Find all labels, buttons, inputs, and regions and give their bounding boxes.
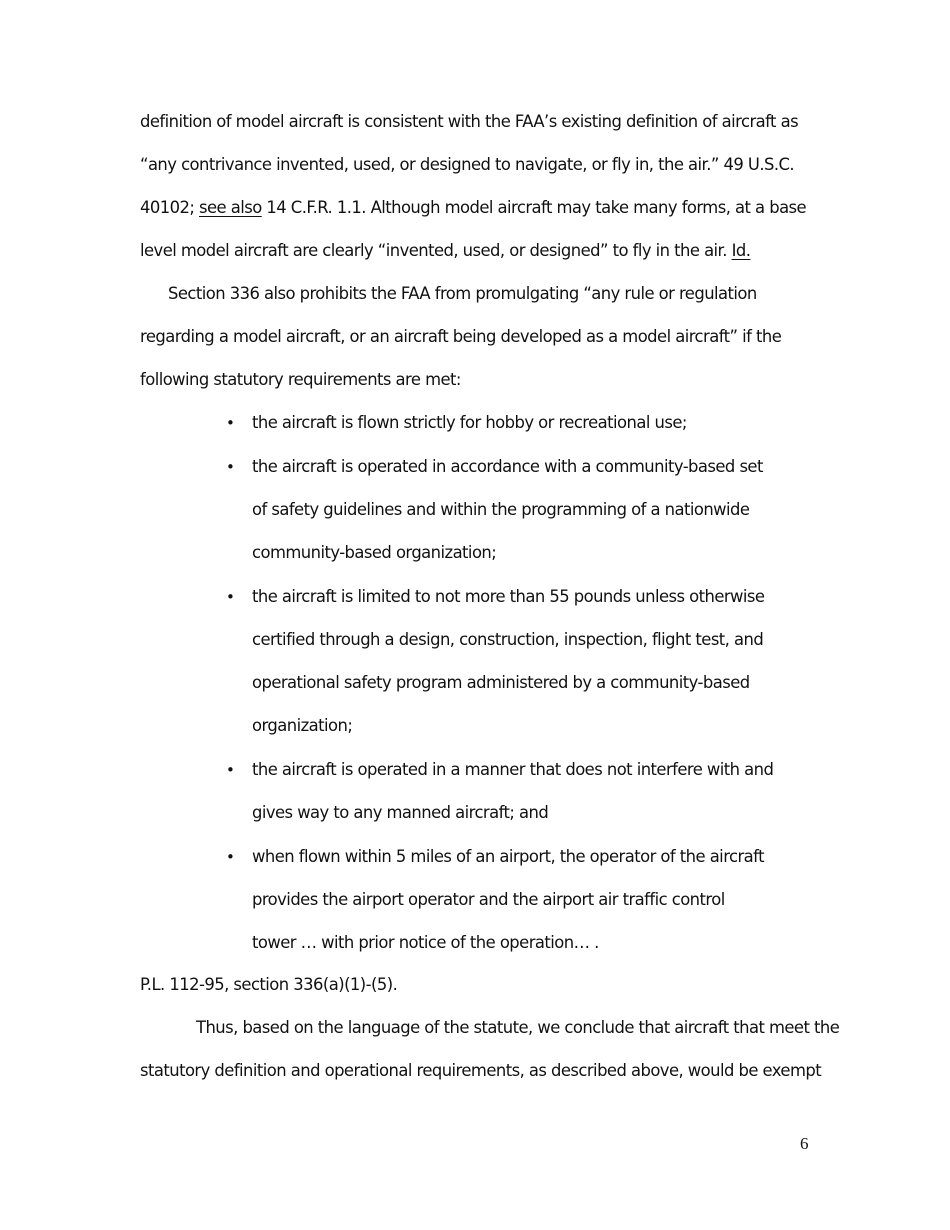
bullet-marker: •: [226, 588, 235, 606]
statute-citation: P.L. 112-95, section 336(a)(1)-(5).: [140, 975, 398, 994]
bullet-5-line1: when flown within 5 miles of an airport, the operator of the aircraft: [252, 847, 764, 866]
bullet-marker: •: [226, 414, 235, 432]
para1-line3-end: 14 C.F.R. 1.1. Although model aircraft may take many forms, at a base: [261, 198, 807, 217]
bullet-3-line1: the aircraft is limited to not more than 55 pounds unless otherwise: [252, 587, 765, 606]
bullet-marker: •: [226, 848, 235, 866]
bullet-3-line2: certified through a design, construction, inspection, flight test, and: [252, 630, 764, 649]
bullet-3-line3: operational safety program administered by a community-based: [252, 673, 750, 692]
para2-line3: following statutory requirements are met:: [140, 370, 461, 389]
bullet-1-line1: the aircraft is flown strictly for hobby or recreational use;: [252, 413, 687, 432]
para3-line2: statutory definition and operational requirements, as described above, would be exempt: [140, 1061, 822, 1080]
bullet-marker: •: [226, 458, 235, 476]
id-citation: Id.: [731, 241, 751, 260]
bullet-marker: •: [226, 761, 235, 779]
para2-line2: regarding a model aircraft, or an aircraft being developed as a model aircraft” if the: [140, 327, 782, 346]
para3-line1: Thus, based on the language of the statute, we conclude that aircraft that meet the: [196, 1018, 840, 1037]
para1-line4-start: level model aircraft are clearly “invented, used, or designed” to fly in the air.: [140, 241, 732, 260]
bullet-4-line2: gives way to any manned aircraft; and: [252, 803, 549, 822]
page-number: 6: [800, 1134, 809, 1153]
para1-line3: [140, 198, 806, 218]
para1-line3-start: 40102;: [140, 198, 200, 217]
bullet-2-line2: of safety guidelines and within the programming of a nationwide: [252, 500, 750, 519]
bullet-3-line4: organization;: [252, 716, 353, 735]
para1-line2: “any contrivance invented, used, or designed to navigate, or fly in, the air.” 49 U.S.C.: [140, 155, 795, 174]
see-also-signal: see also: [199, 198, 262, 217]
bullet-2-line3: community-based organization;: [252, 543, 497, 562]
bullet-2-line1: the aircraft is operated in accordance with a community-based set: [252, 457, 763, 476]
bullet-4-line1: the aircraft is operated in a manner that does not interfere with and: [252, 760, 774, 779]
para2-line1: Section 336 also prohibits the FAA from promulgating “any rule or regulation: [168, 284, 757, 303]
para1-line1: definition of model aircraft is consistent with the FAA’s existing definition of aircraft as: [140, 112, 799, 131]
bullet-5-line2: provides the airport operator and the airport air traffic control: [252, 890, 725, 909]
bullet-5-line3: tower … with prior notice of the operation… .: [252, 933, 599, 952]
para1-line4: [140, 241, 750, 261]
